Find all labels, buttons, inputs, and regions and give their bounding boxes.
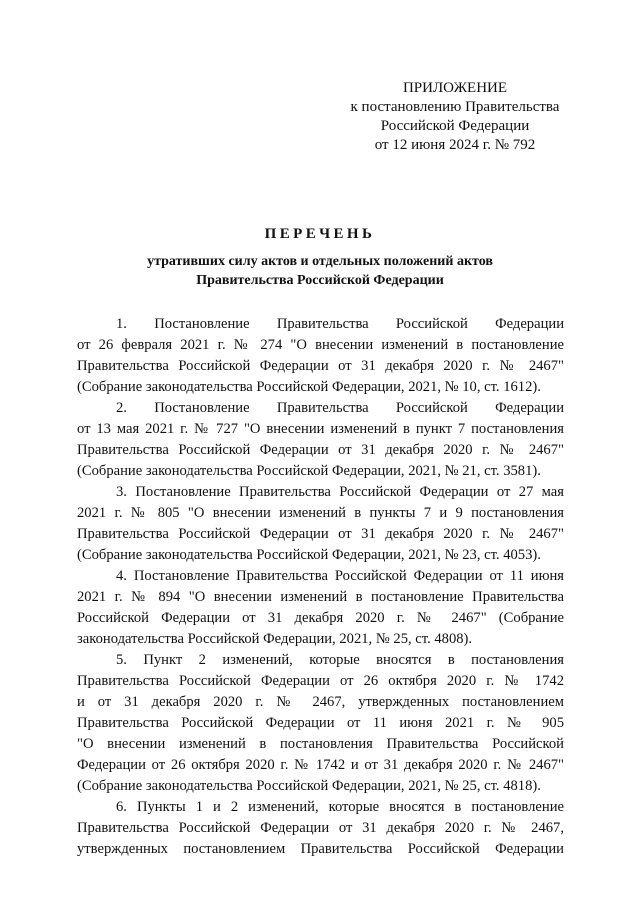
item-4-line: 2021 г. № 894 "О внесении изменений в постановление Правительства: [77, 589, 564, 605]
item-3-line: Правительства Российской Федерации от 31 декабря 2020 г. № 2467": [77, 526, 564, 542]
item-6-line: 6. Пункты 1 и 2 изменений, которые вносятся в постановление: [116, 799, 564, 815]
document-body: [77, 314, 564, 860]
item-5-line: (Собрание законодательства Российской Федерации, 2021, № 25, ст. 4818).: [77, 778, 541, 794]
item-5-line: Правительства Российской Федерации от 26 октября 2020 г. № 1742: [77, 673, 564, 689]
appendix-heading: ПРИЛОЖЕНИЕ: [402, 80, 508, 96]
item-6-line: Правительства Российской Федерации от 31 декабря 2020 г. № 2467,: [77, 820, 564, 836]
appendix-date-line: от 12 июня 2024 г. № 792: [374, 137, 536, 153]
item-2-line: (Собрание законодательства Российской Федерации, 2021, № 21, ст. 3581).: [77, 463, 541, 479]
item-5-line: "О внесении изменений в постановления Правительства Российской: [77, 736, 564, 752]
item-2-line: Правительства Российской Федерации от 31 декабря 2020 г. № 2467": [77, 442, 564, 458]
appendix-line: Российской Федерации: [380, 118, 530, 134]
item-2-line: от 13 мая 2021 г. № 727 "О внесении изменений в пункт 7 постановления: [77, 421, 564, 437]
appendix-block: [340, 79, 570, 155]
item-1-line: (Собрание законодательства Российской Федерации, 2021, № 10, ст. 1612).: [77, 379, 541, 395]
item-3-line: 3. Постановление Правительства Российской Федерации от 27 мая: [116, 484, 564, 500]
item-3-line: 2021 г. № 805 "О внесении изменений в пункты 7 и 9 постановления: [77, 505, 564, 521]
item-5-line: Федерации от 26 октября 2020 г. № 1742 и от 31 декабря 2020 г. № 2467": [77, 757, 564, 773]
item-4-line: 4. Постановление Правительства Российской Федерации от 11 июня: [116, 568, 564, 584]
document-subtitle: [0, 252, 640, 290]
item-2-line: 2. Постановление Правительства Российской Федерации: [116, 400, 564, 416]
item-4-line: Российской Федерации от 31 декабря 2020 г. № 2467" (Собрание: [77, 610, 564, 626]
item-5-line: Правительства Российской Федерации от 11 июня 2021 г. № 905: [77, 715, 564, 731]
subtitle-line: Правительства Российской Федерации: [196, 273, 444, 288]
item-5-line: 5. Пункт 2 изменений, которые вносятся в постановления: [116, 652, 564, 668]
document-title: ПЕРЕЧЕНЬ: [264, 226, 376, 242]
item-3-line: (Собрание законодательства Российской Федерации, 2021, № 23, ст. 4053).: [77, 547, 541, 563]
item-1-line: от 26 февраля 2021 г. № 274 "О внесении изменений в постановление: [77, 337, 564, 353]
subtitle-line: утративших силу актов и отдельных положений актов: [147, 254, 493, 269]
item-4-line: законодательства Российской Федерации, 2021, № 25, ст. 4808).: [77, 631, 473, 647]
item-1-line: Правительства Российской Федерации от 31 декабря 2020 г. № 2467": [77, 358, 564, 374]
item-1-line: 1. Постановление Правительства Российской Федерации: [116, 316, 564, 332]
appendix-line: к постановлению Правительства: [350, 99, 560, 115]
item-5-line: и от 31 декабря 2020 г. № 2467, утвержденных постановлением: [77, 694, 564, 710]
item-6-line: утвержденных постановлением Правительства Российской Федерации: [77, 841, 564, 857]
